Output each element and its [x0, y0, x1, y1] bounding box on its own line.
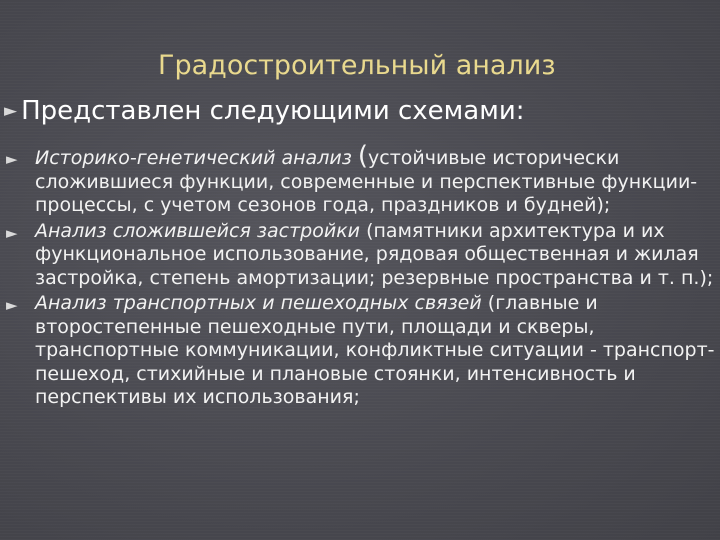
triangle-bullet-icon: ►: [6, 150, 18, 168]
subtitle: [4, 96, 525, 126]
list-item: [0, 292, 715, 410]
list-item-heading: Историко-генетический анализ: [35, 147, 352, 169]
list-item-text: [35, 292, 715, 410]
list-item-body: устойчивые исторически сложившиеся функции, современные и перспективные функции-процессы, с учетом сезонов года, праздников и будней);: [35, 147, 698, 216]
list-item: [0, 220, 715, 291]
list-item-heading: Анализ транспортных и пешеходных связей: [35, 292, 482, 314]
list-item-body: (памятники архитектура и их функциональное использование, рядовая общественная и жилая застройка, степень амортизации; резервные пространства и т. п.);: [35, 219, 714, 289]
subtitle-text: Представлен следующими схемами:: [21, 96, 525, 126]
bullet-list: [0, 141, 720, 410]
triangle-bullet-icon: ►: [4, 101, 18, 121]
triangle-bullet-icon: ►: [6, 223, 18, 242]
triangle-bullet-icon: ►: [6, 296, 18, 314]
slide-title: Градостроительный анализ: [158, 50, 556, 81]
list-item: [0, 141, 715, 218]
list-item-paren: (: [357, 141, 368, 171]
list-item-text: [35, 220, 715, 291]
list-item-text: [35, 141, 715, 218]
list-item-heading: Анализ сложившейся застройки: [35, 219, 361, 242]
list-item-body: (главные и второстепенные пешеходные пути, площади и скверы, транспортные коммуникации, конфликтные ситуации - транспорт-пешеход, стихийные и плановые стоянки, интенсивность и перспективы их использования;: [35, 292, 715, 408]
